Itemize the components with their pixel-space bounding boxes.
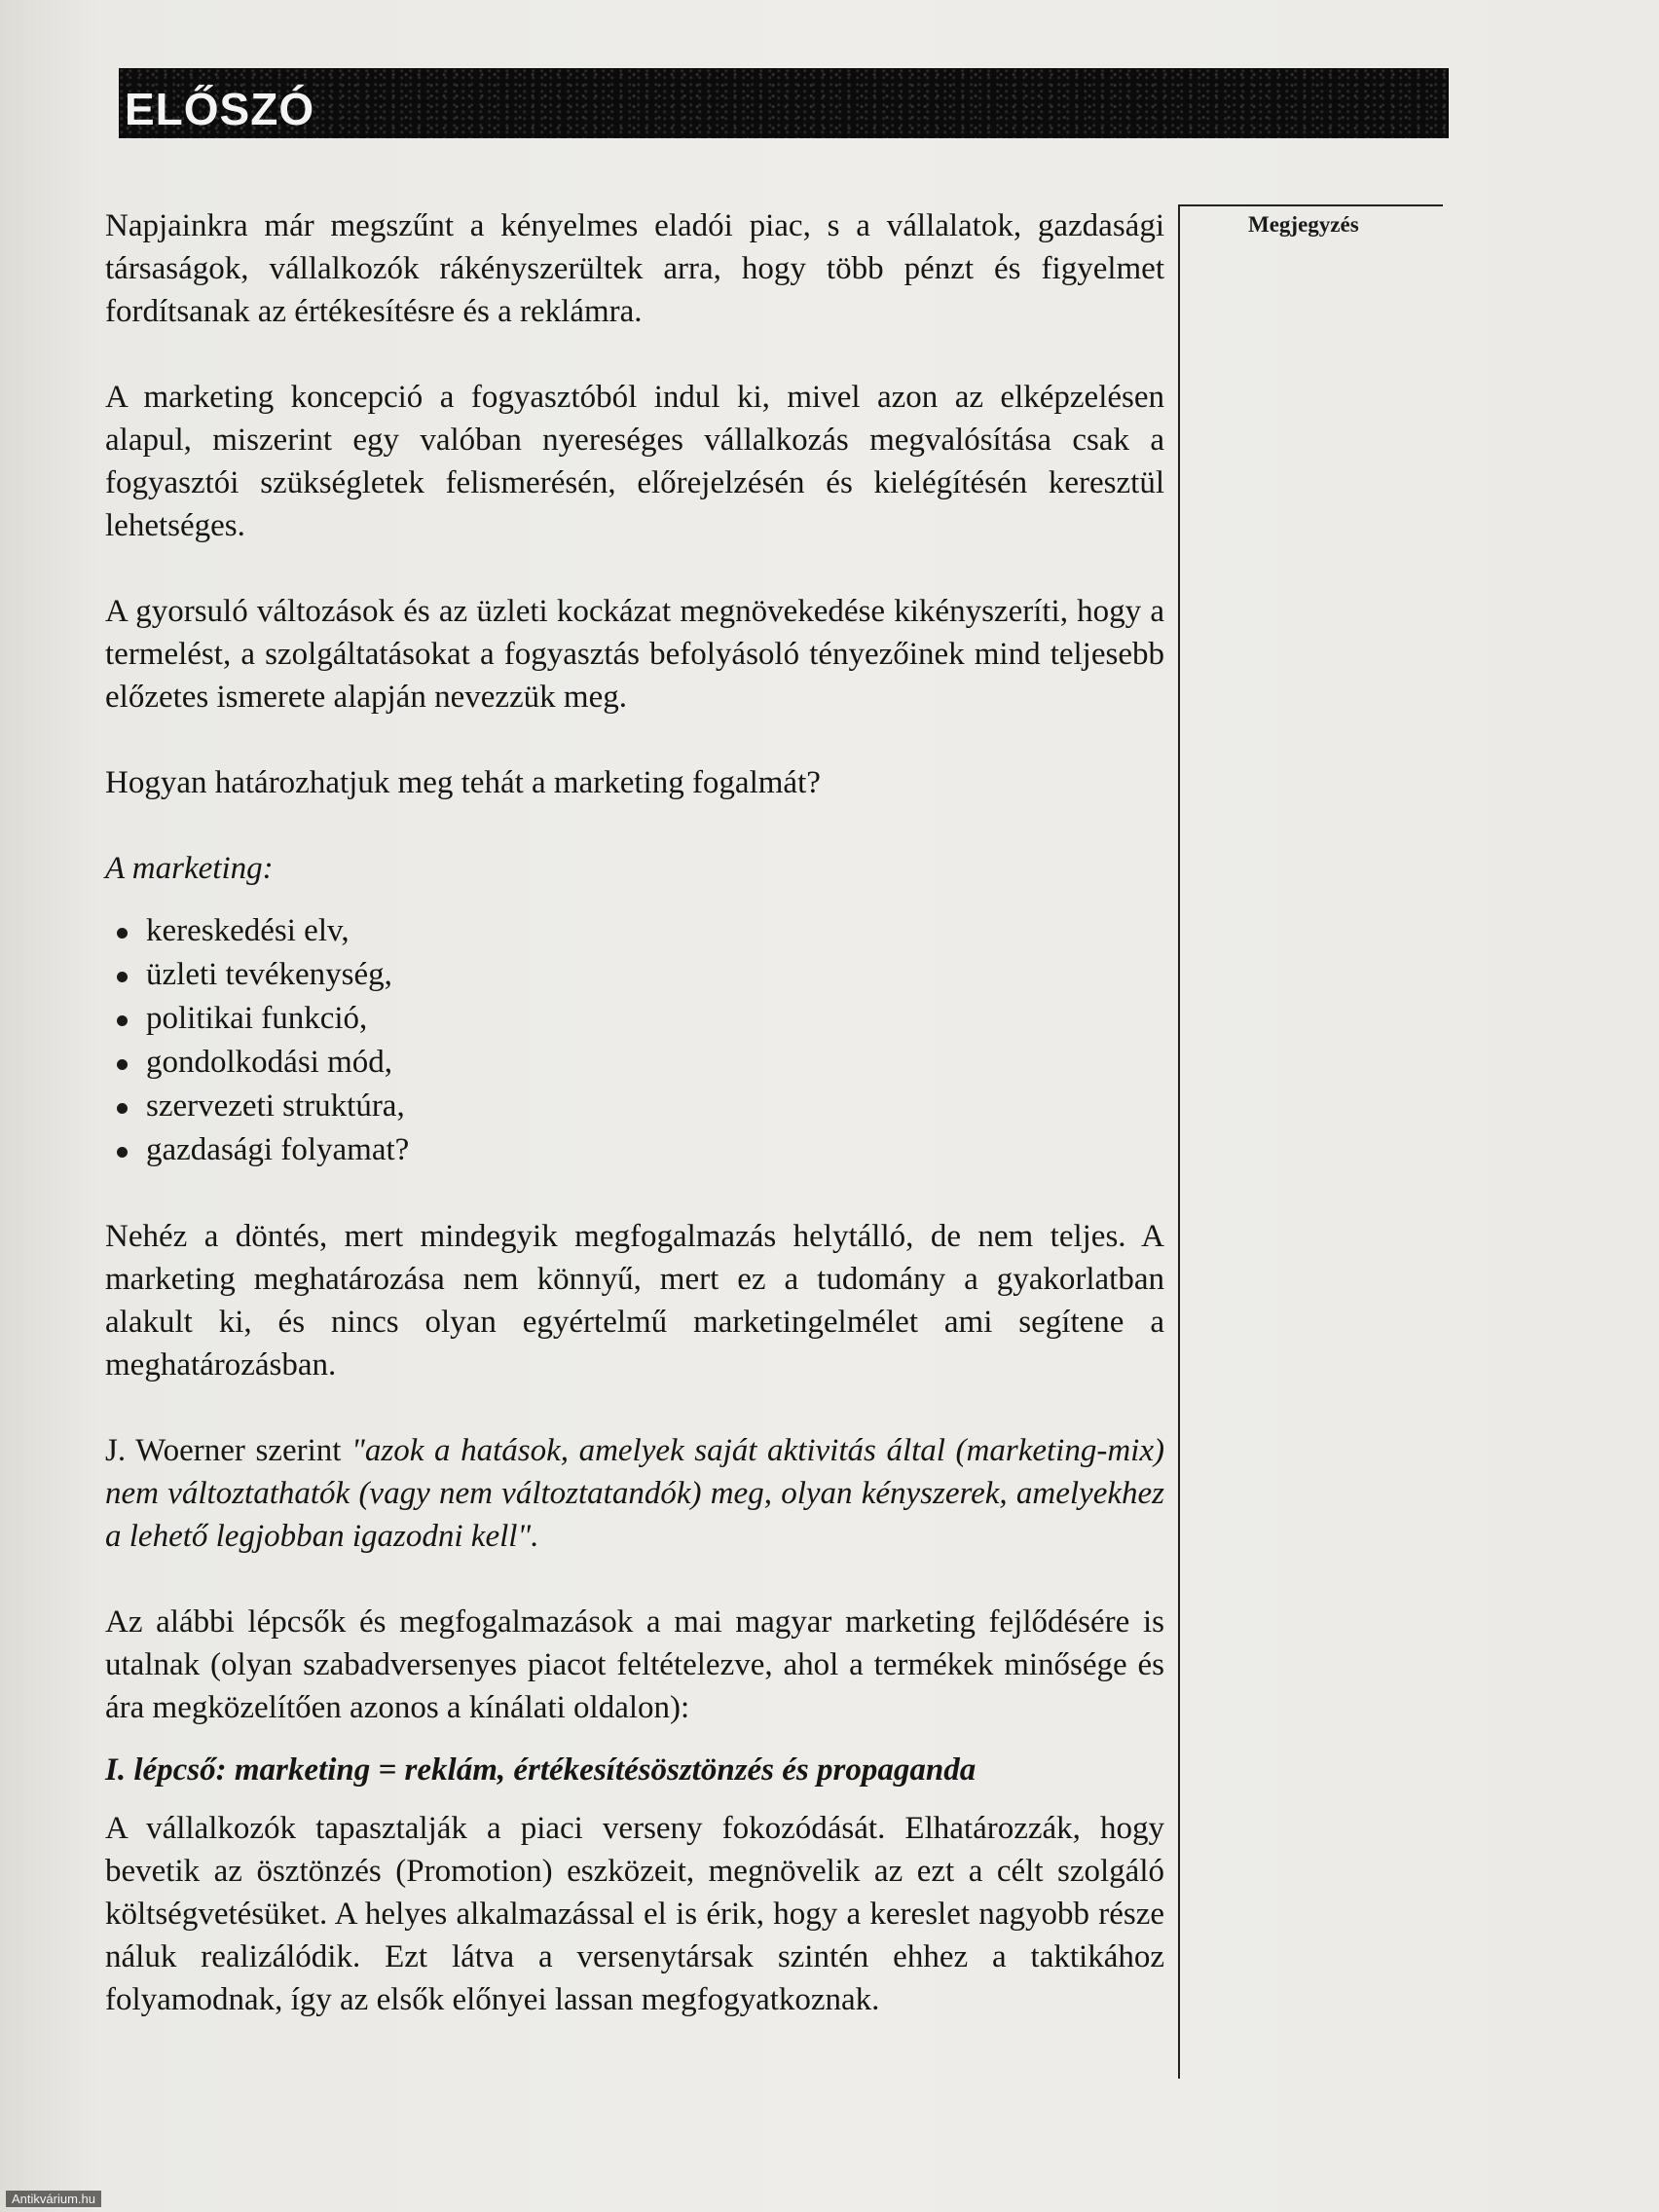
margin-notes-label: Megjegyzés — [1248, 212, 1359, 237]
margin-rule-top — [1178, 204, 1443, 206]
header-bar — [119, 68, 1449, 138]
paragraph-8: Az alábbi lépcsők és megfogalmazások a mai magyar marketing fejlődésére is utalnak (olyan szabadversenyes piacot feltételezve, ahol a termékek minősége és ára megközelítően azonos a kínálati oldalon): — [105, 1604, 1164, 1725]
step-1-heading: I. lépcső: marketing = reklám, értékesítésösztönzés és propaganda — [105, 1752, 977, 1788]
list-item: kereskedési elv, — [105, 909, 1164, 953]
quote-text: "azok a hatások, amelyek saját aktivitás által (marketing-mix) nem változtathatók (vagy nem változtatandók) meg, olyan kényszerek, amelyekhez a lehető legjobban igazodni kell". — [105, 1433, 1164, 1554]
paragraph-6: Nehéz a döntés, mert mindegyik megfogalmazás helytálló, de nem teljes. A marketing meghatározása nem könnyű, mert ez a tudomány a gyakorlatban alakult ki, és nincs olyan egyértelmű marketingelmélet ami segítene a meghatározásban. — [105, 1219, 1164, 1382]
margin-rule-vertical — [1178, 204, 1180, 2079]
list-item: gondolkodási mód, — [105, 1041, 1164, 1085]
paragraph-2: A marketing koncepció a fogyasztóból indul ki, mivel azon az elképzelésen alapul, miszerint egy valóban nyereséges vállalkozás megvalósítása csak a fogyasztói szükségletek felismerésén, előrejelzésén és kielégítésén keresztül lehetséges. — [105, 380, 1164, 543]
paragraph-9: A vállalkozók tapasztalják a piaci verseny fokozódását. Elhatározzák, hogy bevetik az ösztönzés (Promotion) eszközeit, megnövelik az ezt a célt szolgáló költségvetésüket. A helyes alkalmazással el is érik, hogy a kereslet nagyobb része náluk realizálódik. Ezt látva a versenytársak szintén ehhez a taktikához folyamodnak, így az elsők előnyei lassan megfogyatkoznak. — [105, 1811, 1164, 2017]
list-item: szervezeti struktúra, — [105, 1085, 1164, 1128]
page-title: ELŐSZÓ — [125, 84, 315, 134]
quote-attribution: J. Woerner szerint — [105, 1433, 352, 1468]
question-paragraph: Hogyan határozhatjuk meg tehát a marketing fogalmát? — [105, 765, 821, 800]
paragraph-3: A gyorsuló változások és az üzleti kockázat megnövekedése kikényszeríti, hogy a termelést, a szolgáltatásokat a fogyasztás befolyásoló tényezőinek mind teljesebb előzetes ismerete alapján nevezzük meg. — [105, 594, 1164, 715]
paragraph-1: Napjainkra már megszűnt a kényelmes eladói piac, s a vállalatok, gazdasági társaságok, vállalkozók rákényszerültek arra, hogy több pénzt és figyelmet fordítsanak az értékesítésre és a reklámra. — [105, 208, 1164, 329]
marketing-lead: A marketing: — [105, 851, 274, 886]
list-item: gazdasági folyamat? — [105, 1128, 1164, 1172]
definition-list — [105, 909, 1164, 1172]
list-item: politikai funkció, — [105, 997, 1164, 1041]
woerner-quote-paragraph — [105, 1429, 1164, 1558]
watermark: Antikvárium.hu — [6, 2191, 101, 2207]
main-text — [105, 204, 1164, 2064]
list-item: üzleti tevékenység, — [105, 953, 1164, 997]
